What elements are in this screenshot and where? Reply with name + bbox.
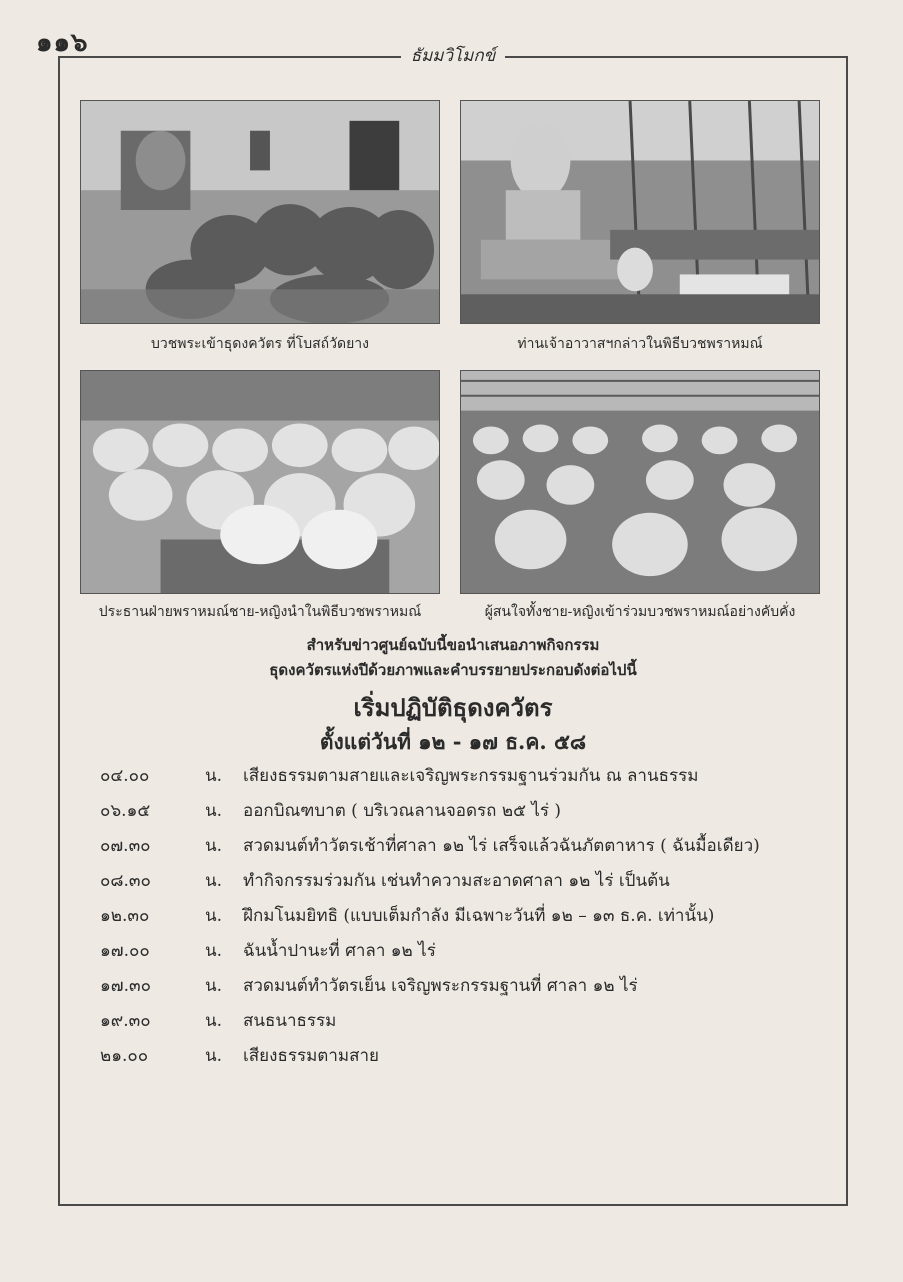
schedule-activity: ออกบิณฑบาต ( บริเวณลานจอดรถ ๒๕ ไร่ ) — [243, 801, 562, 821]
schedule-subtitle: ตั้งแต่วันที่ ๑๒ - ๑๗ ธ.ค. ๕๘ — [319, 729, 587, 754]
schedule-time: ๐๖.๑๕ — [100, 801, 151, 821]
schedule-activity: ฝึกมโนมยิทธิ (แบบเต็มกำลัง มีเฉพาะวันที่ ๑๒ – ๑๓ ธ.ค. เท่านั้น) — [243, 906, 715, 926]
schedule-row — [100, 968, 830, 1003]
schedule-time: ๑๗.๐๐ — [100, 941, 150, 961]
schedule-activity: สวดมนต์ทำวัตรเย็น เจริญพระกรรมฐานที่ ศาลา ๑๒ ไร่ — [243, 976, 638, 996]
schedule-list — [100, 758, 830, 1073]
page-frame — [58, 46, 848, 1206]
photo-brahmin-crowd — [460, 370, 820, 594]
photo-brahmin-crowd-image — [461, 371, 819, 593]
photo-caption-1: บวชพระเข้าธุดงควัตร ที่โบสถ์วัดยาง — [150, 336, 369, 352]
schedule-activity: สนธนาธรรม — [243, 1011, 337, 1031]
schedule-time: ๐๔.๐๐ — [100, 766, 150, 786]
schedule-time: ๑๗.๓๐ — [100, 976, 151, 996]
schedule-unit: น. — [205, 941, 223, 961]
schedule-row — [100, 793, 830, 828]
schedule-row — [100, 1003, 830, 1038]
schedule-time: ๐๗.๓๐ — [100, 836, 151, 856]
schedule-activity: เสียงธรรมตามสายและเจริญพระกรรมฐานร่วมกัน ณ ลานธรรม — [243, 766, 699, 786]
schedule-time: ๑๒.๓๐ — [100, 906, 150, 926]
schedule-unit: น. — [205, 1011, 223, 1031]
schedule-activity: ทำกิจกรรมร่วมกัน เช่นทำความสะอาดศาลา ๑๒ ไร่ เป็นต้น — [243, 871, 670, 891]
photo-abbot-speech — [460, 100, 820, 324]
photo-brahmin-leaders-image — [81, 371, 439, 593]
intro-line-1: สำหรับข่าวศูนย์ฉบับนี้ขอนำเสนอภาพกิจกรรม — [306, 636, 600, 654]
schedule-activity: เสียงธรรมตามสาย — [243, 1046, 379, 1066]
schedule-unit: น. — [205, 1046, 223, 1066]
schedule-activity: สวดมนต์ทำวัตรเช้าที่ศาลา ๑๒ ไร่ เสร็จแล้วฉันภัตตาหาร ( ฉันมื้อเดียว) — [243, 836, 760, 856]
photo-caption-3: ประธานฝ่ายพราหมณ์ชาย-หญิงนำในพิธีบวชพราหมณ์ — [98, 604, 422, 620]
schedule-time: ๒๑.๐๐ — [100, 1046, 149, 1066]
schedule-unit: น. — [205, 871, 223, 891]
schedule-unit: น. — [205, 801, 223, 821]
schedule-time: ๐๘.๓๐ — [100, 871, 151, 891]
schedule-row — [100, 933, 830, 968]
photo-abbot-speech-image — [461, 101, 819, 323]
schedule-row — [100, 898, 830, 933]
photo-monk-ordination-image — [81, 101, 439, 323]
schedule-row — [100, 758, 830, 793]
photo-brahmin-leaders — [80, 370, 440, 594]
schedule-activity: ฉันน้ำปานะที่ ศาลา ๑๒ ไร่ — [243, 941, 436, 961]
schedule-row — [100, 1038, 830, 1073]
photo-caption-4: ผู้สนใจทั้งชาย-หญิงเข้าร่วมบวชพราหมณ์อย่างคับคั่ง — [484, 604, 796, 620]
photo-caption-2: ท่านเจ้าอาวาสฯกล่าวในพิธีบวชพราหมณ์ — [517, 336, 763, 352]
schedule-time: ๑๙.๓๐ — [100, 1011, 151, 1031]
schedule-unit: น. — [205, 836, 223, 856]
page-number: ๑๑๖ — [36, 28, 89, 58]
schedule-row — [100, 828, 830, 863]
running-header-text: ธัมมวิโมกข์ — [401, 46, 506, 66]
schedule-unit: น. — [205, 906, 223, 926]
running-header — [60, 42, 846, 69]
schedule-unit: น. — [205, 766, 223, 786]
schedule-row — [100, 863, 830, 898]
schedule-title: เริ่มปฏิบัติธุดงควัตร — [353, 693, 553, 722]
intro-line-2: ธุดงควัตรแห่งปีด้วยภาพและคำบรรยายประกอบดังต่อไปนี้ — [269, 661, 637, 679]
schedule-unit: น. — [205, 976, 223, 996]
photo-monk-ordination — [80, 100, 440, 324]
